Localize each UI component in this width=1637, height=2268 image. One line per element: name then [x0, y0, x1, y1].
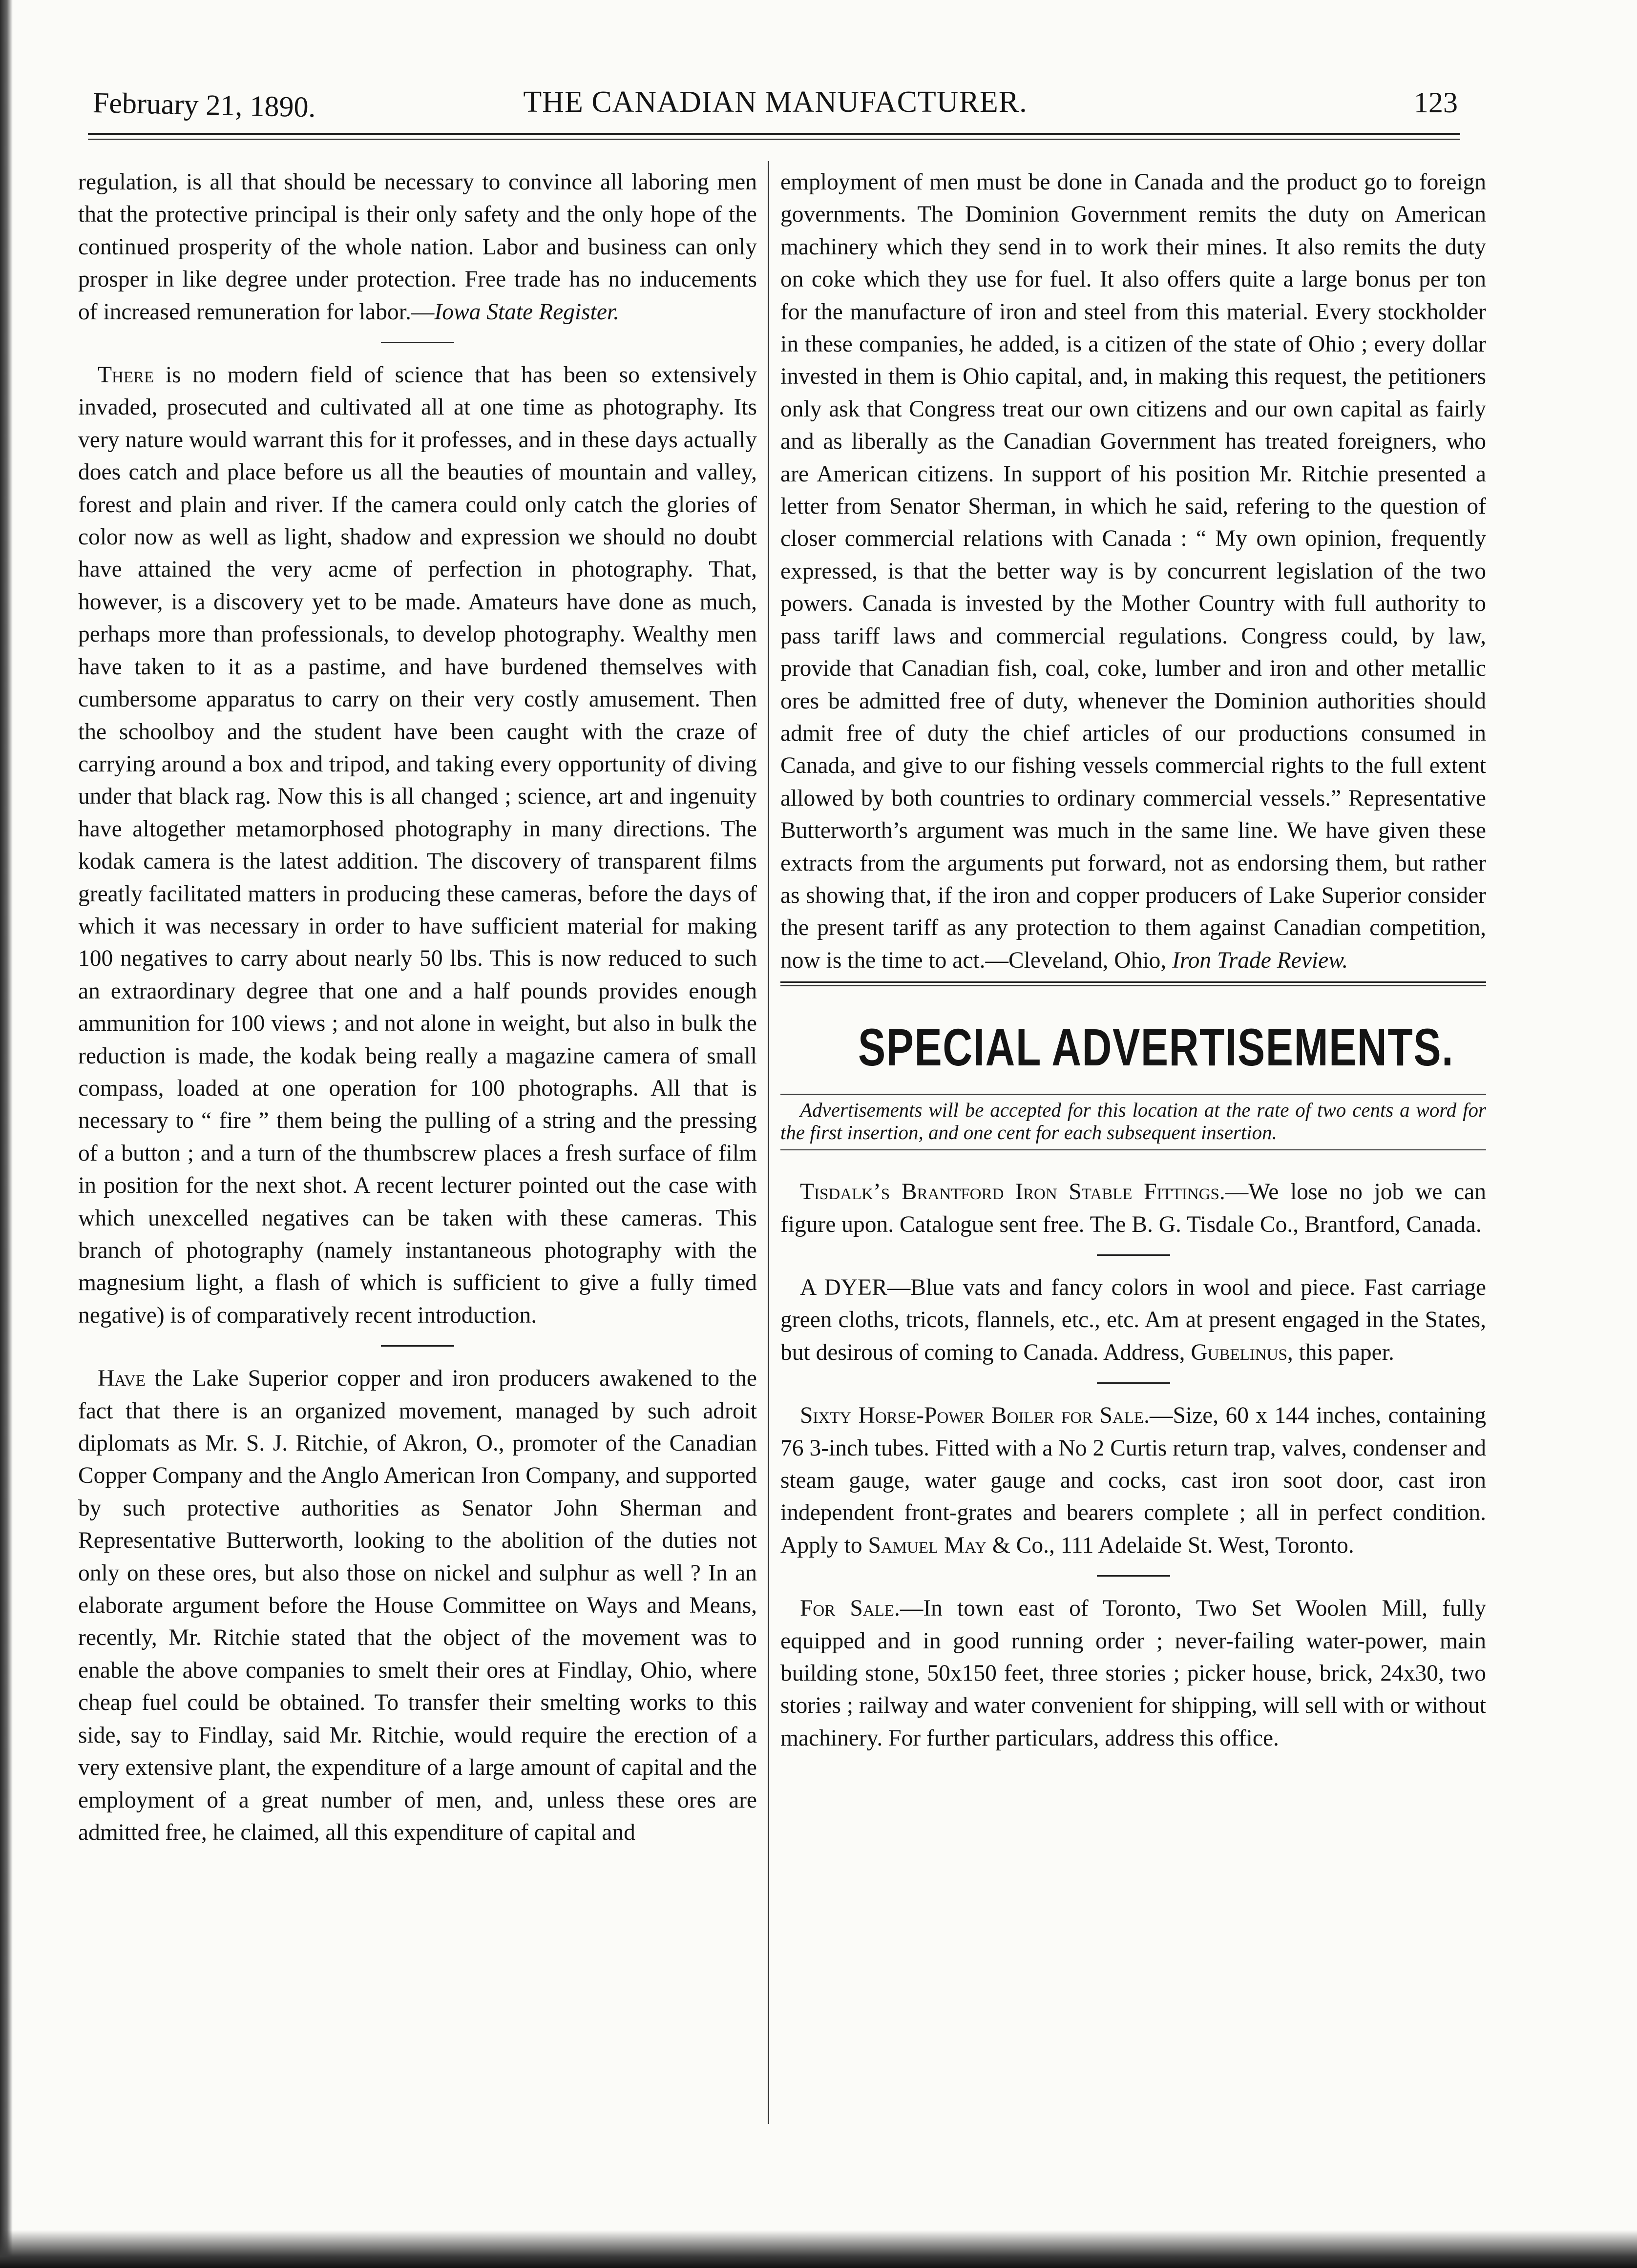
ad-text: —We lose no job we can figure upon. Catalogue sent free. The B. G. Tisdale Co., Brantford, Canada. [780, 1179, 1486, 1237]
header-rule [88, 133, 1460, 140]
source-citation: Iron Trade Review. [1172, 947, 1348, 973]
ad-heading: For Sale. [800, 1596, 900, 1622]
ad-contact-name: Samuel May [868, 1532, 986, 1558]
article-paragraph [78, 359, 757, 1332]
publication-title: THE CANADIAN MANUFACTURER. [523, 85, 1028, 119]
ad-contact-name: Gubelinus [1191, 1339, 1287, 1365]
article-paragraph [780, 166, 1486, 977]
scan-edge-shadow [0, 0, 13, 2268]
advertisement [780, 1399, 1486, 1561]
ad-text: —In town east of Toronto, Two Set Woolen Mill, fully equipped and in good running order ; never-failing water-power, main building stone, 50x150 feet, three stories ; picker house, brick, 24x30, two stories ; railway and water convenient for shipping, will sell with or without machinery. For further particulars, address this office. [780, 1596, 1486, 1751]
ad-text: —Size, 60 x 144 inches, containing 76 3-inch tubes. Fitted with a No 2 Curtis return trap, valves, condenser and steam gauge, water gauge and cocks, cast iron soot door, cast iron independent front-grates and bearers complete ; all in perfect condition. Apply to [780, 1403, 1486, 1558]
section-rule [780, 981, 1486, 986]
ad-text: , this paper. [1287, 1339, 1394, 1365]
column-divider [768, 161, 769, 2124]
paragraph-text: is no modern field of science that has been so extensively invaded, prosecuted and cultivated all at one time as photography. Its very nature would warrant this for it professes, and in these days actually does catch and place before us all the beauties of mountain and valley, forest and plain and river. If the camera could only catch the glories of color now as well as light, shadow and expression we should no doubt have attained the very acme of perfection in photography. That, however, is a discovery yet to be made. Amateurs have done as much, perhaps more than professionals, to develop photography. Wealthy men have taken to it as a pastime, and have burdened themselves with cumbersome apparatus to carry on their very costly amusement. Then the schoolboy and the student have been caught with the craze of carrying around a box and tripod, and taking every opportunity of diving under that black rag. Now this is all changed ; science, art and ingenuity have altogether metamorphosed photography in many directions. The kodak camera is the latest addition. The discovery of transparent films greatly facilitated matters in producing these cameras, before the days of which it was necessary in order to have sufficient material for making 100 negatives to carry about nearly 50 lbs. This is now reduced to such an extraordinary degree that one and a half pounds provides enough ammunition for 100 views ; and not alone in weight, but also in bulk the reduction is made, the kodak being really a magazine camera of small compass, loaded at one operation for 100 photographs. All that is necessary to “ fire ” them being the pulling of a string and the pressing of a button ; and a turn of the thumbscrew places a fresh surface of film in position for the next shot. A recent lecturer pointed out the case with which unexcelled negatives can be taken with these cameras. This branch of photography (namely instantaneous photography with the magnesium light, a flash of which is sufficient to give a fully timed negative) is of comparatively recent introduction. [78, 362, 757, 1328]
advertisement [780, 1592, 1486, 1754]
special-advertisements-heading: SPECIAL ADVERTISEMENTS. [858, 1018, 1454, 1077]
paragraph-text: employment of men must be done in Canada and the product go to foreign governments. The Dominion Government remits the duty on American machinery which they send in to work their mines. It also remits the duty on coke which they use for fuel. It also offers quite a large bonus per ton for the manufacture of iron and steel from this material. Every stockholder in these companies, he added, is a citizen of the state of Ohio ; every dollar invested in them is Ohio capital, and, in making this request, the petitioners only ask that Congress treat our own citizens and our own capital as fairly and as liberally as the Canadian Government has treated foreigners, who are American citizens. In support of his position Mr. Ritchie presented a letter from Senator Sherman, in which he said, refering to the question of closer commercial relations with Canada : “ My own opinion, frequently expressed, is that the better way is by concurrent legislation of the two powers. Canada is invested by the Mother Country with full authority to pass tariff laws and commercial regulations. Congress could, by law, provide that Canadian fish, coal, coke, lumber and iron and other metallic ores be admitted free of duty, whenever the Dominion authorities should admit free of duty the chief articles of our productions consumed in Canada, and give to our fishing vessels commercial rights to the full extent allowed by both countries to ordinary commercial vessels.” Representative Butterworth’s argument was much in the same line. We have given these extracts from the arguments put forward, not as endorsing them, but rather as showing that, if the iron and copper producers of Lake Superior consider the present tariff as any protection to them against Canadian competition, now is the time to act.—Cleveland, Ohio, [780, 169, 1486, 973]
ad-heading: Sixty Horse-Power Boiler for Sale. [800, 1403, 1150, 1429]
paragraph-text: regulation, is all that should be necessary to convince all laboring men that the protective principal is their only safety and the only hope of the continued prosperity of the whole nation. Labor and business can only prosper in like degree under protection. Free trade has no inducements of increased remuneration for labor.— [78, 169, 757, 325]
ad-text: & Co., 111 Adelaide St. West, Toronto. [986, 1532, 1354, 1558]
page-header [93, 82, 1458, 128]
ad-text: A DYER—Blue vats and fancy colors in wool and piece. Fast carriage green cloths, tricots, flannels, etc., etc. Am at present engaged in the States, but desirous of coming to Canada. Address, [780, 1274, 1486, 1365]
ad-note-rule-bottom [780, 1149, 1486, 1150]
ad-divider [1097, 1382, 1170, 1384]
article-paragraph [78, 166, 757, 328]
ad-divider [1097, 1575, 1170, 1577]
ad-rate-note: Advertisements will be accepted for this location at the rate of two cents a word for the first insertion, and one cent for each subsequent insertion. [780, 1099, 1486, 1144]
paragraph-text: the Lake Superior copper and iron producers awakened to the fact that there is an organized movement, managed by such adroit diplomats as Mr. S. J. Ritchie, of Akron, O., promoter of the Canadian Copper Company and the Anglo American Iron Company, and supported by such protective authorities as Senator John Sherman and Representative Butterworth, looking to the abolition of the duties not only on these ores, but also those on nickel and sulphur as well ? In an elaborate argument before the House Committee on Ways and Means, recently, Mr. Ritchie stated that the object of the movement was to enable the above companies to smelt their ores at Findlay, Ohio, where cheap fuel could be obtained. To transfer their smelting works to this side, say to Findlay, said Mr. Ritchie, would require the erection of a very extensive plant, the expenditure of a large amount of capital and the employment of a great number of men, and, unless these ores are admitted free, he claimed, all this expenditure of capital and [78, 1366, 757, 1845]
page-number: 123 [1414, 86, 1458, 119]
scan-edge-bottom [0, 2230, 1637, 2268]
advertisement [780, 1176, 1486, 1241]
lead-word: Have [98, 1366, 146, 1392]
issue-date: February 21, 1890. [92, 86, 316, 124]
source-citation: Iowa State Register. [434, 299, 620, 325]
section-divider [381, 1345, 454, 1347]
section-divider [381, 342, 454, 343]
advertisement [780, 1271, 1486, 1369]
left-column [78, 166, 757, 1849]
ad-note-rule-top [780, 1094, 1486, 1095]
article-paragraph [78, 1362, 757, 1849]
right-column [780, 166, 1486, 1754]
lead-word: There [98, 362, 154, 388]
ad-divider [1097, 1254, 1170, 1256]
ad-heading: Tisdalk’s Brantford Iron Stable Fittings. [800, 1179, 1225, 1205]
